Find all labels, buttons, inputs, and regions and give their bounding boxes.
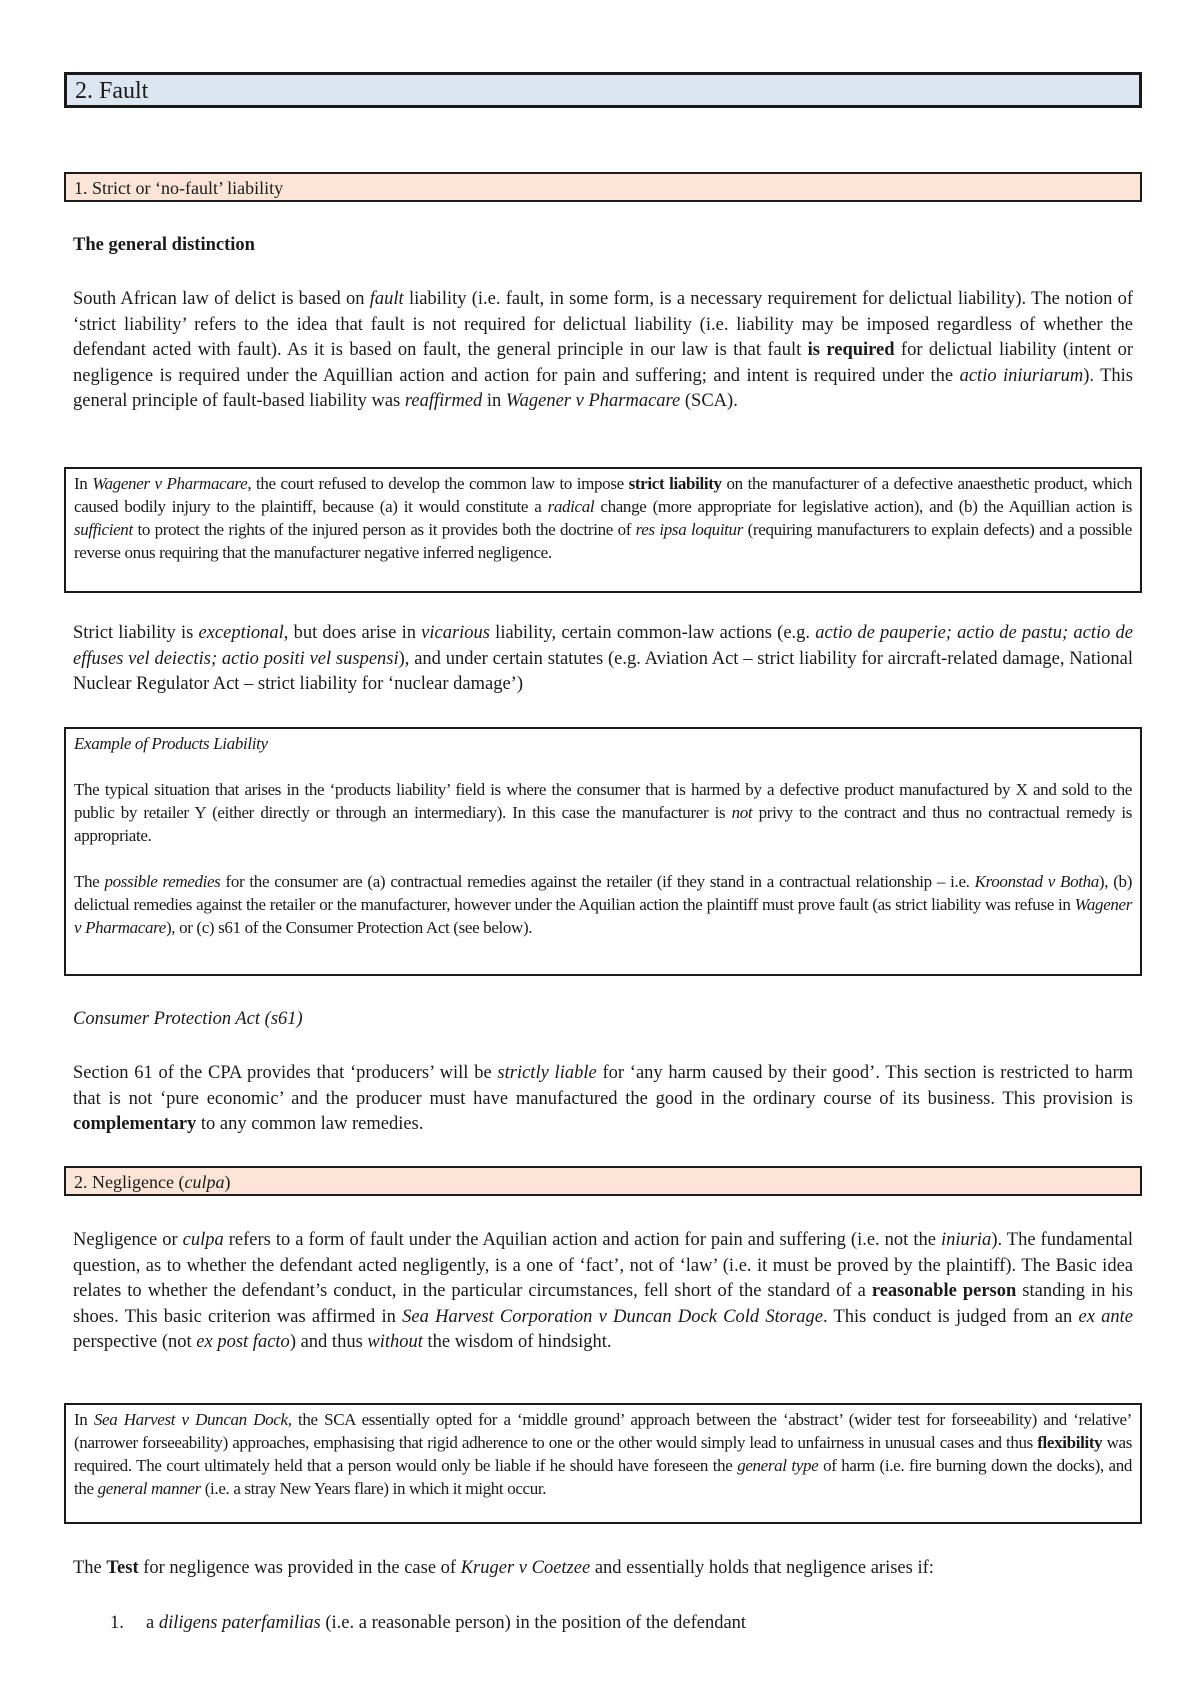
case-box-wagener: In Wagener v Pharmacare, the court refused to develop the common law to impose strict liability on the manufacturer of a defective anaesthetic product, which caused bodily injury to the plaintiff, because (a) it would constitute a radical change (more appropriate for legislative action), and (b) the Aquillian action is sufficient to protect the rights of the injured person as it provides both the doctrine of res ipsa loquitur (requiring manufacturers to explain defects) and a possible reverse onus requiring that the manufacturer negative inferred negligence. [64,467,1142,593]
subheading-general-distinction: The general distinction [73,235,255,255]
list-item: 1. a diligens paterfamilias (i.e. a reasonable person) in the position of the defendant [110,1613,747,1633]
paragraph-general-distinction: South African law of delict is based on fault liability (i.e. fault, in some form, is a necessary requirement for delictual liability). The notion of ‘strict liability’ refers to the idea that fault is not required for delictual liability (i.e. liability may be imposed regardless of whether the defendant acted with fault). As it is based on fault, the general principle in our law is that fault is required for delictual liability (intent or negligence is required under the Aquillian action and action for pain and suffering; and intent is required under the actio iniuriarum). This general principle of fault-based liability was reaffirmed in Wagener v Pharmacare (SCA). [73,289,1134,411]
subheading-cpa: Consumer Protection Act (s61) [73,1009,303,1029]
page-title: 2. Fault [64,72,1142,108]
paragraph-cpa-s61: Section 61 of the CPA provides that ‘producers’ will be strictly liable for ‘any harm caused by their good’. This section is restricted to harm that is not ‘pure economic’ and the producer must have manufactured the good in the ordinary course of its business. This provision is complementary to any common law remedies. [73,1063,1134,1134]
paragraph-negligence: Negligence or culpa refers to a form of fault under the Aquilian action and action for pain and suffering (i.e. not the iniuria). The fundamental question, as to whether the defendant acted negligently, is a one of ‘fact’, not of ‘law’ (i.e. it must be proved by the plaintiff). The Basic idea relates to whether the defendant’s conduct, in the particular circumstances, fell short of the standard of a reasonable person standing in his shoes. This basic criterion was affirmed in Sea Harvest Corporation v Duncan Dock Cold Storage. This conduct is judged from an ex ante perspective (not ex post facto) and thus without the wisdom of hindsight. [73,1230,1134,1352]
case-box-sea-harvest: In Sea Harvest v Duncan Dock, the SCA essentially opted for a ‘middle ground’ approach between the ‘abstract’ (wider test for forseeability) and ‘relative’ (narrower forseeability) approaches, emphasising that rigid adherence to one or the other would simply lead to unfairness in unusual cases and thus flexibility was required. The court ultimately held that a person would only be liable if he should have foreseen the general type of harm (i.e. fire burning down the docks), and the general manner (i.e. a stray New Years flare) in which it might occur. [64,1403,1142,1524]
section-heading-strict-liability: 1. Strict or ‘no-fault’ liability [64,172,1142,202]
paragraph-negligence-test: The Test for negligence was provided in the case of Kruger v Coetzee and essentially holds that negligence arises if: [73,1558,934,1578]
example-box-products-liability: Example of Products Liability The typical situation that arises in the ‘products liability’ field is where the consumer that is harmed by a defective product manufactured by X and sold to the public by retailer Y (either directly or through an intermediary). In this case the manufacturer is not privy to the contract and thus no contractual remedy is appropriate. The possible remedies for the consumer are (a) contractual remedies against the retailer (if they stand in a contractual relationship – i.e. Kroonstad v Botha), (b) delictual remedies against the retailer or the manufacturer, however under the Aquilian action the plaintiff must prove fault (as strict liability was refuse in Wagener v Pharmacare), or (c) s61 of the Consumer Protection Act (see below). [64,727,1142,976]
section-heading-negligence: 2. Negligence (culpa) [64,1166,1142,1196]
paragraph-strict-liability-exceptions: Strict liability is exceptional, but does arise in vicarious liability, certain common-law actions (e.g. actio de pauperie; actio de pastu; actio de effuses vel deiectis; actio positi vel suspensi), and under certain statutes (e.g. Aviation Act – strict liability for aircraft-related damage, National Nuclear Regulator Act – strict liability for ‘nuclear damage’) [73,623,1134,694]
